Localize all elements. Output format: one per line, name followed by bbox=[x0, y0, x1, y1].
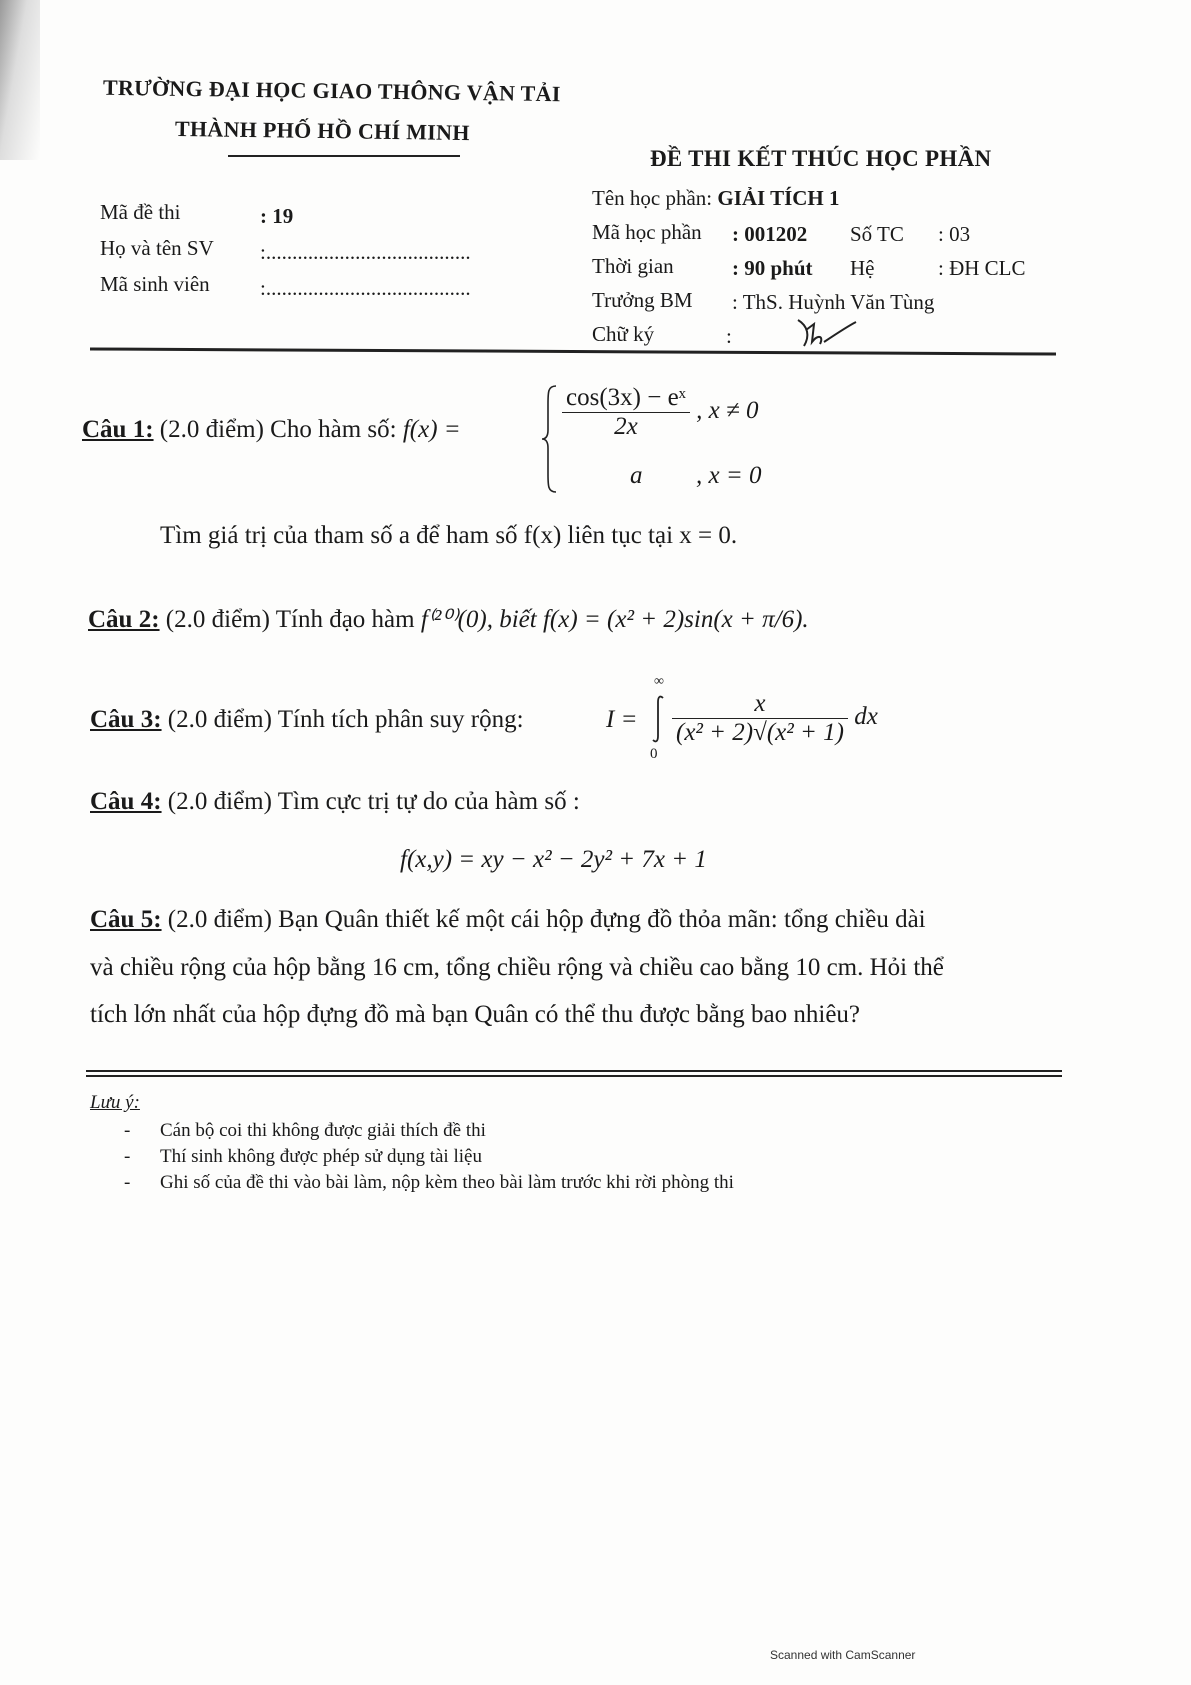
course-code-value: : 001202 bbox=[732, 222, 808, 246]
course-name bbox=[592, 186, 840, 211]
case1-denominator: 2x bbox=[614, 413, 638, 440]
footer-divider-bottom bbox=[86, 1075, 1062, 1077]
note-item-3: Ghi số của đề thi vào bài làm, nộp kèm theo bài làm trước khi rời phòng thi bbox=[160, 1172, 734, 1193]
course-label: Tên học phần: bbox=[592, 186, 713, 210]
exam-title: ĐỀ THI KẾT THÚC HỌC PHẦN bbox=[650, 146, 992, 171]
note-bullet: - bbox=[124, 1172, 131, 1193]
question-1 bbox=[82, 416, 461, 444]
note-item-1: Cán bộ coi thi không được giải thích đề thi bbox=[160, 1120, 486, 1141]
question-3-text: (2.0 điểm) Tính tích phân suy rộng: bbox=[167, 706, 524, 733]
note-bullet: - bbox=[124, 1146, 131, 1167]
case2-value: a bbox=[630, 462, 643, 489]
system-value: : ĐH CLC bbox=[938, 256, 1026, 280]
time-label: Thời gian bbox=[592, 254, 674, 278]
header-divider bbox=[90, 347, 1056, 355]
student-name-label: Họ và tên SV bbox=[100, 236, 214, 260]
exam-code-label: Mã đề thi bbox=[100, 200, 181, 224]
time-value: : 90 phút bbox=[732, 256, 813, 280]
header-underline bbox=[228, 155, 460, 157]
department-head-label: Trưởng BM bbox=[592, 288, 693, 312]
signature-image bbox=[790, 314, 860, 348]
question-5-line3: tích lớn nhất của hộp đựng đồ mà bạn Quân có thể thu được bằng bao nhiêu? bbox=[90, 1001, 861, 1028]
integrand-denominator: (x² + 2)√(x² + 1) bbox=[676, 719, 844, 746]
signature-label: Chữ ký bbox=[592, 322, 655, 346]
question-5-line2: và chiều rộng của hộp bằng 16 cm, tổng chiều rộng và chiều cao bằng 10 cm. Hỏi thể bbox=[90, 954, 944, 981]
integrand bbox=[672, 690, 878, 747]
question-2-text: (2.0 điểm) Tính đạo hàm bbox=[165, 606, 415, 633]
note-bullet: - bbox=[124, 1120, 131, 1141]
integral-upper: ∞ bbox=[654, 674, 664, 689]
scanner-watermark: Scanned with CamScanner bbox=[770, 1648, 916, 1662]
integral-lower: 0 bbox=[650, 746, 658, 762]
university-name-line1: TRƯỜNG ĐẠI HỌC GIAO THÔNG VẬN TẢI bbox=[102, 74, 561, 107]
notes-title: Lưu ý: bbox=[90, 1092, 140, 1113]
university-name-line2: THÀNH PHỐ HỒ CHÍ MINH bbox=[174, 115, 470, 146]
question-1-label: Câu 1: bbox=[82, 416, 154, 443]
question-3 bbox=[90, 706, 524, 734]
scan-edge-shadow bbox=[0, 0, 40, 160]
credits-value: : 03 bbox=[938, 222, 971, 246]
question-1-text: (2.0 điểm) Cho hàm số: bbox=[159, 416, 397, 443]
department-head-value: : ThS. Huỳnh Văn Tùng bbox=[732, 290, 935, 314]
question-1-followup: Tìm giá trị của tham số a để ham số f(x) liên tục tại x = 0. bbox=[160, 522, 738, 549]
case1-condition: , x ≠ 0 bbox=[696, 397, 759, 425]
question-5-text: (2.0 điểm) Bạn Quân thiết kế một cái hộp đựng đồ thỏa mãn: tổng chiều dài bbox=[167, 906, 926, 933]
question-4-text: (2.0 điểm) Tìm cực trị tự do của hàm số : bbox=[167, 788, 580, 815]
case2-condition: , x = 0 bbox=[696, 462, 762, 489]
question-4 bbox=[90, 788, 580, 816]
question-1-case1 bbox=[562, 384, 758, 441]
note-item-2: Thí sinh không được phép sử dụng tài liệu bbox=[160, 1146, 482, 1167]
student-name-field: :....................................... bbox=[260, 240, 471, 264]
course-code-label: Mã học phần bbox=[592, 220, 702, 244]
credits-label: Số TC bbox=[850, 222, 904, 246]
footer-divider-top bbox=[86, 1070, 1062, 1072]
question-3-label: Câu 3: bbox=[90, 706, 162, 733]
integral-dx: dx bbox=[854, 703, 878, 731]
exam-code-value: : 19 bbox=[260, 204, 294, 228]
question-2-label: Câu 2: bbox=[88, 606, 160, 633]
question-1-lhs: f(x) = bbox=[402, 416, 461, 443]
student-id-label: Mã sinh viên bbox=[100, 272, 210, 296]
integrand-numerator: x bbox=[672, 690, 848, 719]
case1-numerator: cos(3x) − eˣ bbox=[562, 384, 690, 413]
question-4-label: Câu 4: bbox=[90, 788, 162, 815]
student-id-field: :....................................... bbox=[260, 276, 471, 300]
question-3-lhs: I = bbox=[606, 706, 638, 733]
question-5-label: Câu 5: bbox=[90, 906, 162, 933]
question-4-formula: f(x,y) = xy − x² − 2y² + 7x + 1 bbox=[400, 846, 707, 873]
course-value: GIẢI TÍCH 1 bbox=[717, 186, 840, 210]
integral-icon bbox=[650, 694, 666, 744]
system-label: Hệ bbox=[850, 256, 875, 280]
brace-icon bbox=[540, 384, 558, 494]
question-2-formula: f⁽²⁰⁾(0), biết f(x) = (x² + 2)sin(x + π/6). bbox=[420, 606, 809, 633]
question-2 bbox=[88, 604, 809, 634]
question-5 bbox=[90, 906, 926, 934]
signature-colon: : bbox=[726, 324, 732, 348]
